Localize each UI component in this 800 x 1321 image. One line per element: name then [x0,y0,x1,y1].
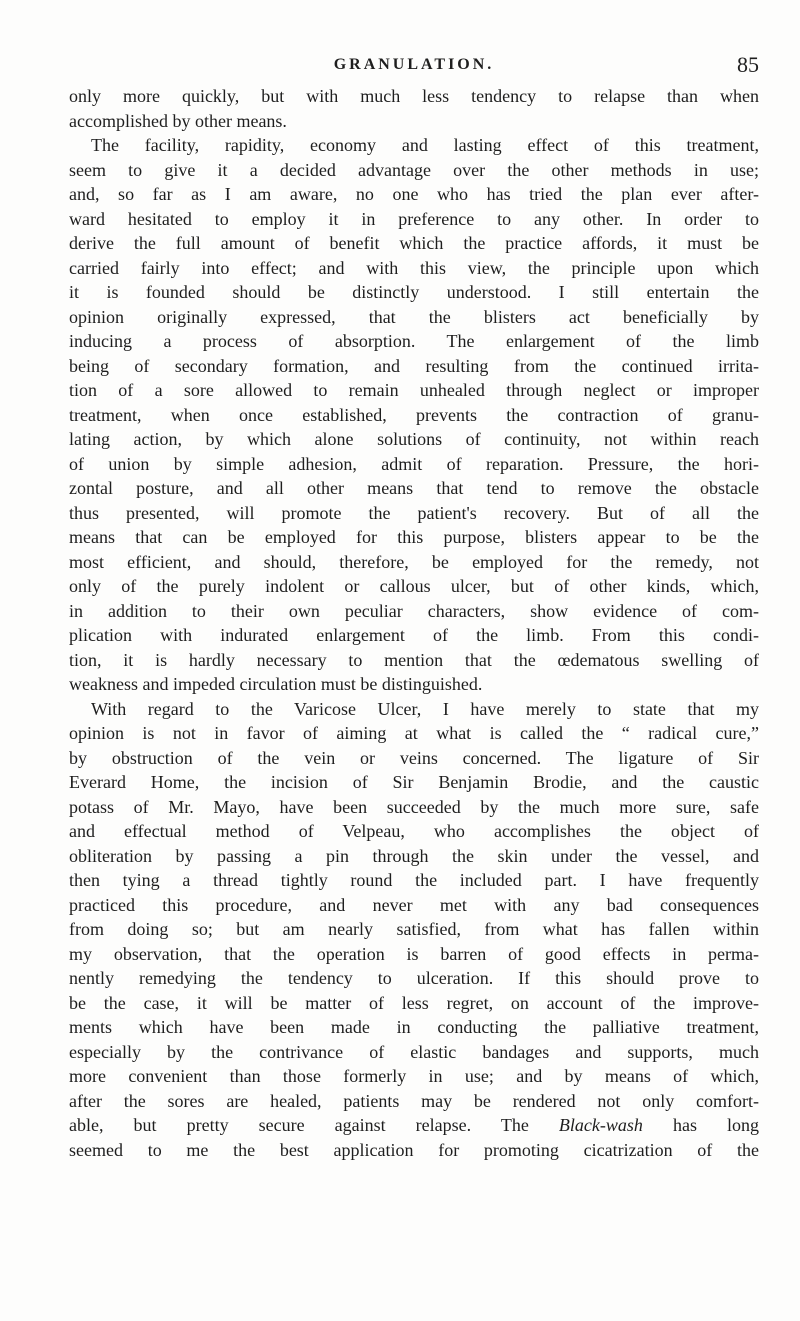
text-line: nently remedying the tendency to ulceration. If this should prove to [69,968,759,988]
text-line: opinion is not in favor of aiming at what is called the “ radical cure,” [69,723,759,743]
text-line: means that can be employed for this purpose, blisters appear to be the [69,527,759,547]
text-line: tion, it is hardly necessary to mention that the œdematous swelling of [69,649,759,670]
text-line: and effectual method of Velpeau, who accomplishes the object of [69,821,759,841]
text-line: treatment, when once established, prevents the contraction of granu- [69,404,759,425]
text-line: especially by the contrivance of elastic bandages and supports, much [69,1041,759,1062]
text-line: derive the full amount of benefit which the practice affords, it must be [69,233,759,253]
text-line: able, but pretty secure against relapse. The Black-wash has long [69,1115,759,1135]
text-line: most efficient, and should, therefore, be employed for the remedy, not [69,551,759,572]
text-line: seemed to me the best application for promoting cicatrization of the [69,1139,759,1160]
text-line: opinion originally expressed, that the blisters act beneficially by [69,306,759,327]
text-line: weakness and impeded circulation must be distinguished. [69,674,483,694]
text-line: seem to give it a decided advantage over the other methods in use; [69,159,759,180]
text-line: ward hesitated to employ it in preference to any other. In order to [69,208,759,229]
running-head [69,52,759,78]
text-line: Everard Home, the incision of Sir Benjamin Brodie, and the caustic [69,772,759,792]
text-line: then tying a thread tightly round the included part. I have frequently [69,870,759,890]
text-line: tion of a sore allowed to remain unhealed through neglect or improper [69,380,759,400]
text-line: by obstruction of the vein or veins concerned. The ligature of Sir [69,747,759,768]
text-line: be the case, it will be matter of less regret, on account of the improve- [69,992,759,1013]
running-title: GRANULATION. [333,56,495,73]
italic-term: Black-wash [558,1115,643,1135]
text-line: thus presented, will promote the patient's recovery. But of all the [69,502,759,523]
text-line: only more quickly, but with much less tendency to relapse than when [69,86,759,106]
text-line: accomplished by other means. [69,110,287,131]
body-text [69,84,759,1162]
text-line: inducing a process of absorption. The enlargement of the limb [69,331,759,351]
text-line: and, so far as I am aware, no one who has tried the plan ever after- [69,184,759,204]
text-line: zontal posture, and all other means that tend to remove the obstacle [69,478,759,498]
text-line: carried fairly into effect; and with this view, the principle upon which [69,257,759,278]
text-line: of union by simple adhesion, admit of reparation. Pressure, the hori- [69,453,759,474]
text-line: it is founded should be distinctly understood. I still entertain the [69,282,759,302]
text-line: after the sores are healed, patients may be rendered not only comfort- [69,1090,759,1111]
text-line: ments which have been made in conducting the palliative treatment, [69,1017,759,1037]
text-line: With regard to the Varicose Ulcer, I have merely to state that my [91,698,759,719]
text-line: my observation, that the operation is barren of good effects in perma- [69,943,759,964]
text-line: The facility, rapidity, economy and lasting effect of this treatment, [91,135,759,155]
text-line: plication with indurated enlargement of the limb. From this condi- [69,625,759,645]
text-line: practiced this procedure, and never met with any bad consequences [69,894,759,915]
text-line: being of secondary formation, and resulting from the continued irrita- [69,355,759,376]
text-line: in addition to their own peculiar characters, show evidence of com- [69,600,759,621]
text-line: obliteration by passing a pin through the skin under the vessel, and [69,845,759,866]
text-line: lating action, by which alone solutions of continuity, not within reach [69,429,759,449]
text-line: more convenient than those formerly in use; and by means of which, [69,1066,759,1086]
page-number: 85 [737,52,759,77]
text-line: from doing so; but am nearly satisfied, from what has fallen within [69,919,759,939]
text-line: potass of Mr. Mayo, have been succeeded by the much more sure, safe [69,796,759,817]
text-line: only of the purely indolent or callous ulcer, but of other kinds, which, [69,576,759,596]
